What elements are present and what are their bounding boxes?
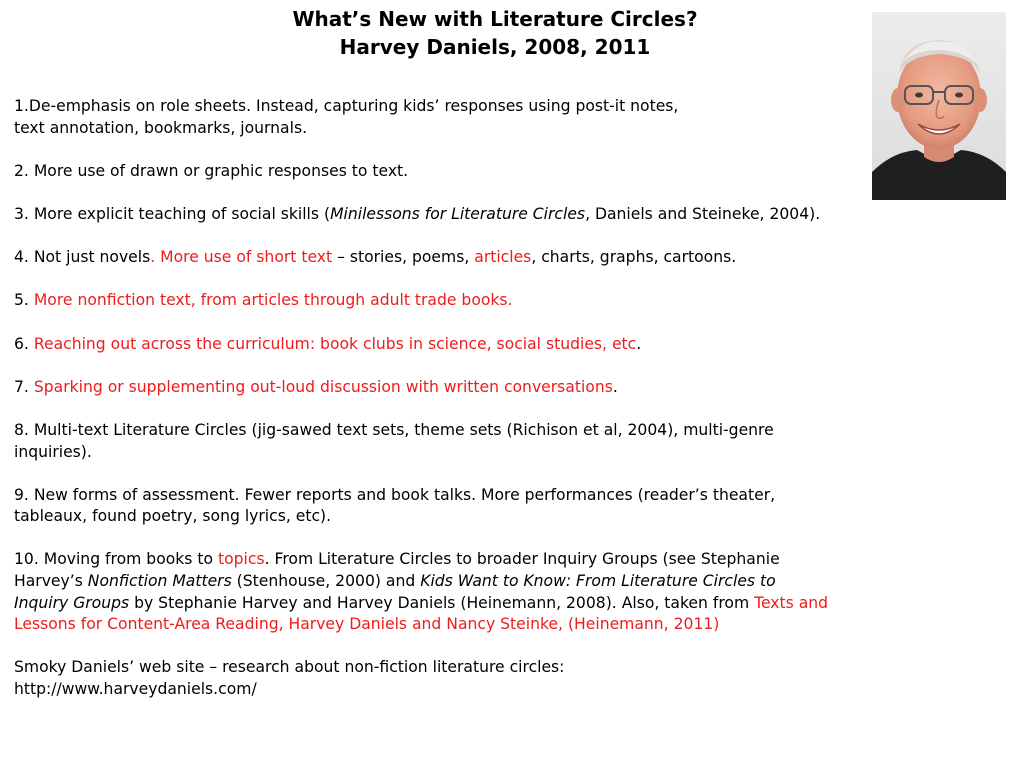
item-6-pre: 6.: [14, 334, 34, 353]
item-10-line-1: [14, 549, 989, 571]
item-7-post: .: [612, 377, 618, 396]
item-3-post: , Daniels and Steineke, 2004).: [585, 204, 821, 223]
item-10-topics: topics: [218, 550, 265, 569]
item-8-line-2: inquiries).: [14, 442, 92, 461]
item-10-book-2b: Inquiry Groups: [14, 593, 130, 612]
item-10-text-2: Harvey’s: [14, 572, 88, 591]
item-4-post: , charts, graphs, cartoons.: [531, 248, 737, 267]
item-6-highlight: Reaching out across the curriculum: book clubs in science, social studies, etc: [33, 334, 637, 353]
list-item-9: [14, 485, 989, 528]
item-4-highlight-1: . More use of short text: [150, 248, 333, 267]
list-item-2: [14, 161, 989, 183]
item-10-line-4: [14, 614, 989, 636]
item-10-pre: 10. Moving from books to: [14, 550, 218, 569]
item-9-line-1: 9. New forms of assessment. Fewer reports and book talks. More performances (reader’s theater,: [14, 485, 776, 504]
item-10-text-3: (Stenhouse, 2000) and: [231, 572, 421, 591]
item-2-text: 2. More use of drawn or graphic responses to text.: [14, 161, 409, 180]
item-7-pre: 7.: [14, 377, 34, 396]
item-10-line-2: [14, 571, 989, 593]
list-item-4: [14, 247, 989, 269]
item-6-post: .: [636, 334, 642, 353]
content-list: [14, 96, 989, 722]
item-10-book-2a: Kids Want to Know: From Literature Circles to: [420, 572, 776, 591]
list-item-6: [14, 334, 989, 356]
item-11-line-1: Smoky Daniels’ web site – research about non-fiction literature circles:: [14, 658, 565, 677]
item-10-book-3b: Lessons for Content-Area Reading, Harvey Daniels and Nancy Steinke, (Heinemann, 2011): [14, 615, 720, 634]
title-line-1: What’s New with Literature Circles?: [292, 7, 698, 31]
slide-title: [150, 5, 840, 61]
item-4-highlight-2: articles: [474, 248, 532, 267]
item-1-line-1: 1.De-emphasis on role sheets. Instead, capturing kids’ responses using post-it notes,: [14, 97, 679, 115]
item-4-mid: – stories, poems,: [332, 248, 475, 267]
title-line-2: Harvey Daniels, 2008, 2011: [339, 35, 651, 59]
item-10-text-1: . From Literature Circles to broader Inquiry Groups (see Stephanie: [264, 550, 780, 569]
list-item-1: [14, 96, 989, 139]
item-5-pre: 5.: [14, 291, 34, 310]
item-10-text-4: by Stephanie Harvey and Harvey Daniels (Heinemann, 2008). Also, taken from: [129, 593, 755, 612]
item-10-book-3a: Texts and: [754, 593, 829, 612]
item-3-pre: 3. More explicit teaching of social skills (: [14, 204, 331, 223]
item-5-highlight: More nonfiction text, from articles through adult trade books.: [33, 291, 513, 310]
item-9-line-2: tableaux, found poetry, song lyrics, etc).: [14, 507, 332, 526]
list-item-7: [14, 377, 989, 399]
item-7-highlight: Sparking or supplementing out-loud discussion with written conversations: [33, 377, 613, 396]
list-item-10: [14, 549, 989, 635]
item-10-line-3: [14, 593, 989, 615]
item-4-pre: 4. Not just novels: [14, 248, 151, 267]
list-item-3: [14, 204, 989, 226]
list-item-5: [14, 290, 989, 312]
list-item-11: [14, 657, 989, 700]
item-10-book-1: Nonfiction Matters: [87, 572, 232, 591]
website-url: http://www.harveydaniels.com/: [14, 680, 257, 699]
item-8-line-1: 8. Multi-text Literature Circles (jig-sawed text sets, theme sets (Richison et al, 2004), multi-genre: [14, 420, 774, 439]
list-item-8: [14, 420, 989, 463]
item-1-line-2: text annotation, bookmarks, journals.: [14, 118, 308, 137]
item-3-book-title: Minilessons for Literature Circles: [330, 204, 586, 223]
